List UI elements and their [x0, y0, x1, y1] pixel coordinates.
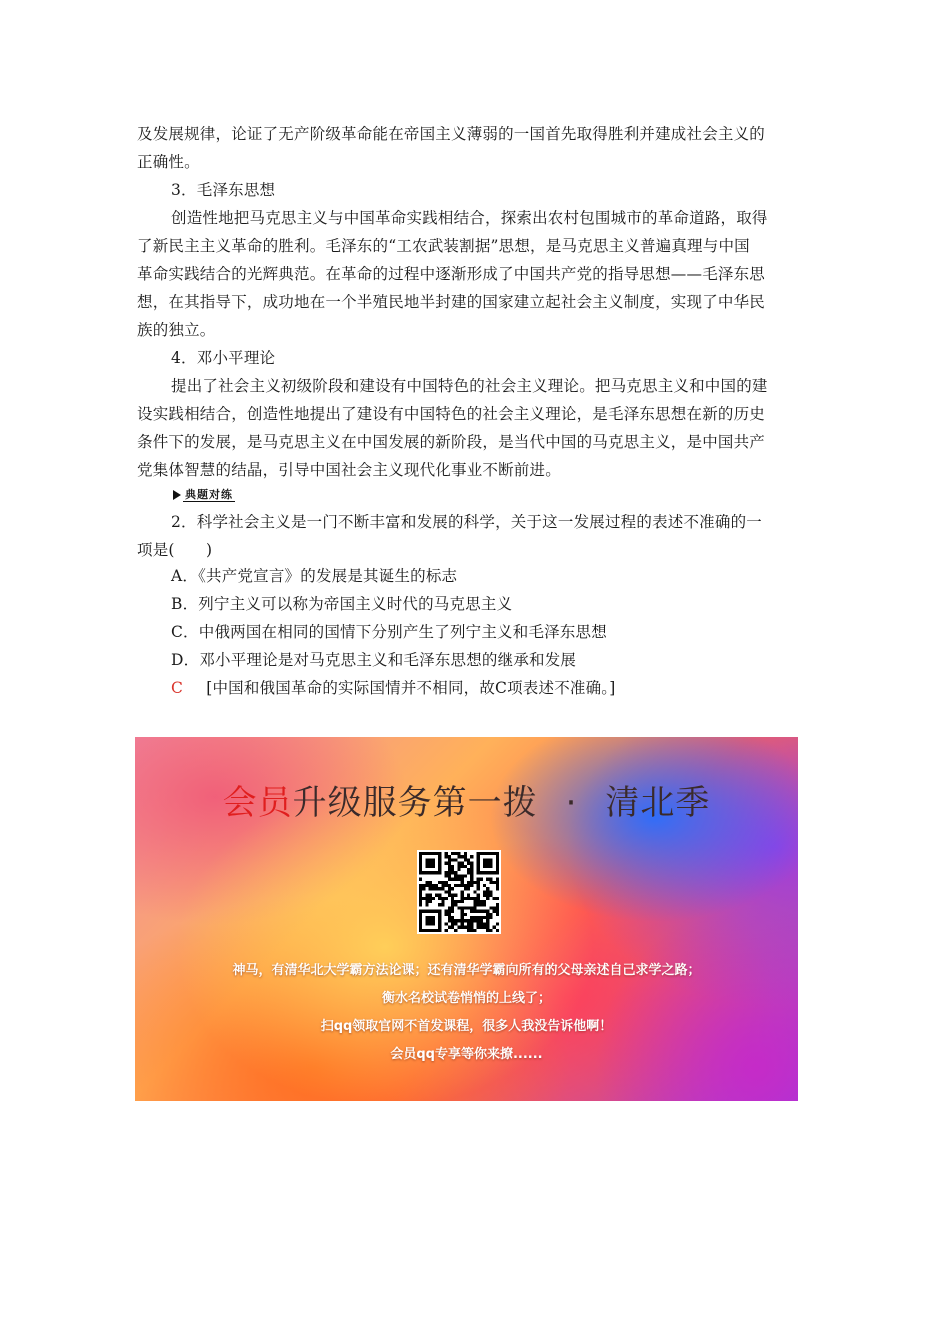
- body-text-line: 想，在其指导下，成功地在一个半殖民地半封建的国家建立起社会主义制度，实现了中华民: [137, 293, 766, 311]
- body-text-line: 族的独立。: [137, 321, 216, 339]
- section-tag-label: 典题对练: [185, 487, 233, 501]
- banner-title-rest: 升级服务第一拨: [292, 783, 538, 823]
- question-stem: 2．科学社会主义是一门不断丰富和发展的科学，关于这一发展过程的表述不准确的一: [171, 513, 762, 531]
- option-b: B．列宁主义可以称为帝国主义时代的马克思主义: [171, 595, 513, 613]
- promo-banner[interactable]: [135, 737, 798, 1101]
- body-text-line: 提出了社会主义初级阶段和建设有中国特色的社会主义理论。把马克思主义和中国的建: [171, 377, 768, 395]
- banner-title-accent: 会员: [222, 783, 293, 823]
- play-triangle-icon: [173, 490, 181, 500]
- body-text-line: 了新民主主义革命的胜利。毛泽东的“工农武装割据”思想，是马克思主义普遍真理与中国: [137, 237, 750, 255]
- banner-title-brand: 清北季: [605, 783, 711, 823]
- body-text-line: 革命实践结合的光辉典范。在革命的过程中逐渐形成了中国共产党的指导思想——毛泽东思: [137, 265, 766, 283]
- banner-text-line: 衡水名校试卷悄悄的上线了；: [381, 991, 551, 1006]
- section-tag: [173, 488, 235, 502]
- answer-letter: C: [171, 679, 184, 697]
- body-text-line: 设实践相结合，创造性地提出了建设有中国特色的社会主义理论，是毛泽东思想在新的历史: [137, 405, 766, 423]
- question-stem: 项是( ): [137, 541, 213, 559]
- body-text-line: 创造性地把马克思主义与中国革命实践相结合，探索出农村包围城市的革命道路，取得: [171, 209, 768, 227]
- body-text-line: 党集体智慧的结晶，引导中国社会主义现代化事业不断前进。: [137, 461, 561, 479]
- answer-line: [171, 678, 851, 698]
- banner-text-line: 会员qq专享等你来撩......: [390, 1047, 543, 1062]
- banner-text-line: 神马，有清华北大学霸方法论课；还有清华学霸向所有的父母亲述自己求学之路；: [232, 963, 701, 978]
- answer-explanation: [中国和俄国革命的实际国情并不相同，故C项表述不准确。]: [206, 679, 616, 697]
- banner-title: [135, 775, 798, 824]
- body-text-line: 及发展规律，论证了无产阶级革命能在帝国主义薄弱的一国首先取得胜利并建成社会主义的: [137, 125, 766, 143]
- option-c: C．中俄两国在相同的国情下分别产生了列宁主义和毛泽东思想: [171, 623, 607, 641]
- body-text-line: 正确性。: [137, 153, 200, 171]
- banner-title-dot: ·: [565, 783, 578, 823]
- option-d: D．邓小平理论是对马克思主义和毛泽东思想的继承和发展: [171, 651, 577, 669]
- option-a: A．《共产党宣言》的发展是其诞生的标志: [171, 567, 458, 585]
- qr-code-icon[interactable]: [417, 850, 501, 934]
- section-heading: 4．邓小平理论: [171, 349, 276, 367]
- section-heading: 3．毛泽东思想: [171, 181, 276, 199]
- banner-text-line: 扫qq领取官网不首发课程，很多人我没告诉他啊！: [320, 1019, 613, 1034]
- body-text-line: 条件下的发展，是马克思主义在中国发展的新阶段，是当代中国的马克思主义，是中国共产: [137, 433, 766, 451]
